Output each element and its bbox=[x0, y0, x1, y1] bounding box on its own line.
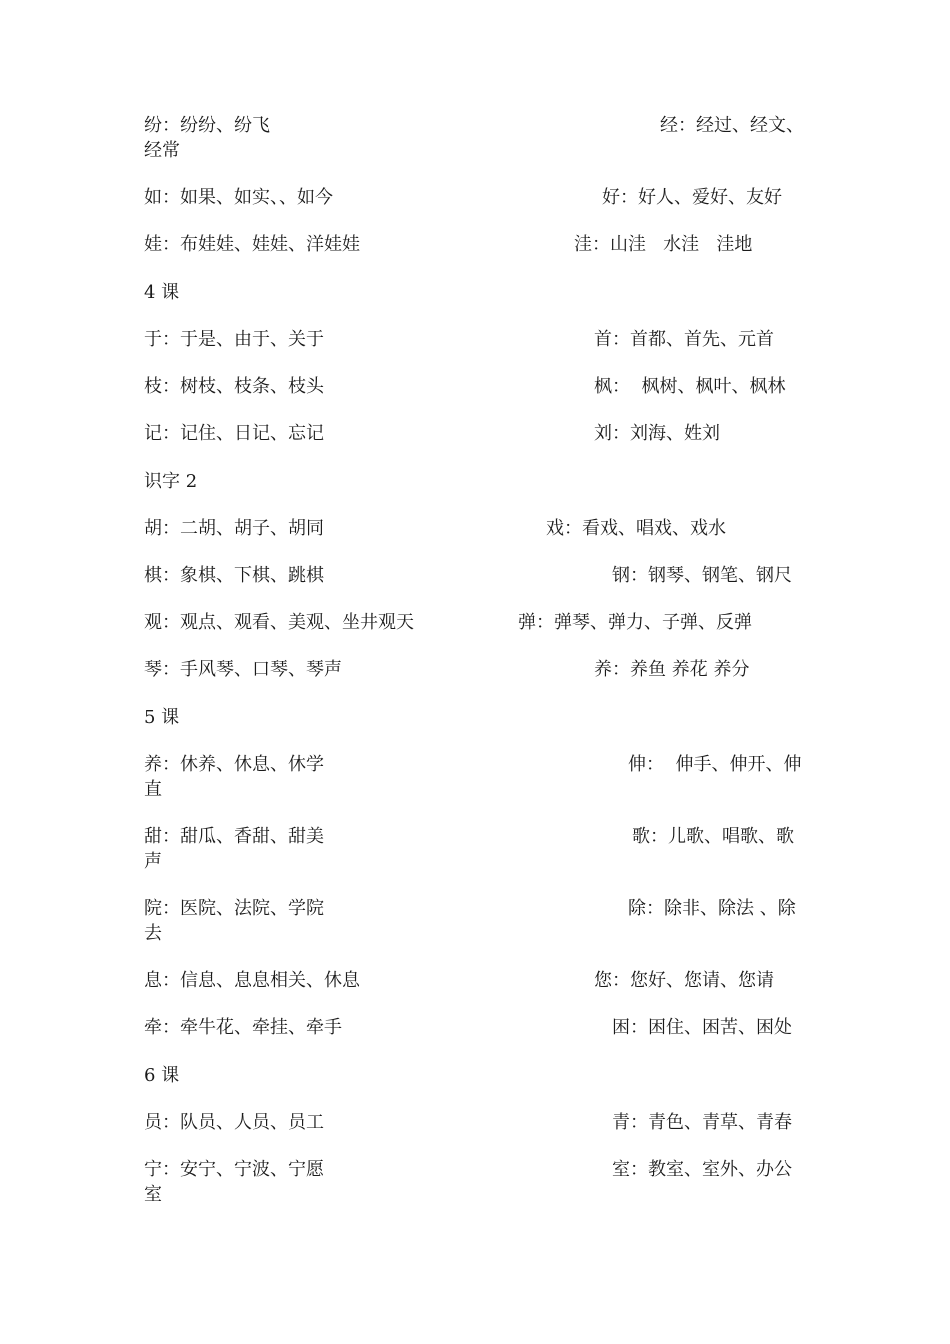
row-2-left: 如：如果、如实、、如今 bbox=[144, 187, 333, 208]
row-11-left: 观：观点、观看、美观、坐井观天 bbox=[144, 612, 414, 633]
row-14-left: 养：休养、休息、休学 bbox=[144, 754, 324, 775]
row-3-left: 娃：布娃娃、娃娃、洋娃娃 bbox=[144, 234, 360, 255]
row-15-right: 歌：儿歌、唱歌、歌 bbox=[632, 826, 794, 847]
row-20-right: 青：青色、青草、青春 bbox=[612, 1112, 792, 1133]
row-14-continuation: 直 bbox=[144, 779, 162, 800]
row-10-left: 棋：象棋、下棋、跳棋 bbox=[144, 565, 324, 586]
row-15-left: 甜：甜瓜、香甜、甜美 bbox=[144, 826, 324, 847]
row-7-right: 刘：刘海、姓刘 bbox=[594, 423, 720, 444]
row-1-right: 经：经过、经文、 bbox=[660, 115, 804, 136]
row-21-continuation: 室 bbox=[144, 1184, 162, 1205]
row-11-right: 弹：弹琴、弹力、子弹、反弹 bbox=[518, 612, 752, 633]
row-17-left: 息：信息、息息相关、休息 bbox=[144, 970, 360, 991]
row-16-left: 院：医院、法院、学院 bbox=[144, 898, 324, 919]
row-17-right: 您：您好、您请、您请 bbox=[594, 970, 774, 991]
row-12-left: 琴：手风琴、口琴、琴声 bbox=[144, 659, 342, 680]
row-5-right: 首：首都、首先、元首 bbox=[594, 329, 774, 350]
row-6-left: 枝：树枝、枝条、枝头 bbox=[144, 376, 324, 397]
row-14-right: 伸： 伸手、伸开、伸 bbox=[628, 754, 802, 775]
section-heading-4: 4 课 bbox=[144, 282, 180, 303]
row-18-left: 牵：牵牛花、牵挂、牵手 bbox=[144, 1017, 342, 1038]
row-9-right: 戏：看戏、唱戏、戏水 bbox=[546, 518, 726, 539]
section-heading-5: 5 课 bbox=[144, 707, 180, 728]
row-5-left: 于：于是、由于、关于 bbox=[144, 329, 324, 350]
row-1-continuation: 经常 bbox=[144, 140, 180, 161]
row-10-right: 钢：钢琴、钢笔、钢尺 bbox=[612, 565, 792, 586]
row-12-right: 养：养鱼 养花 养分 bbox=[594, 659, 750, 680]
row-16-continuation: 去 bbox=[144, 923, 162, 944]
row-21-right: 室：教室、室外、办公 bbox=[612, 1159, 792, 1180]
row-6-right: 枫： 枫树、枫叶、枫林 bbox=[594, 376, 786, 397]
row-7-left: 记：记住、日记、忘记 bbox=[144, 423, 324, 444]
row-16-right: 除：除非、除法 、除 bbox=[628, 898, 796, 919]
row-20-left: 员：队员、人员、员工 bbox=[144, 1112, 324, 1133]
row-21-left: 宁：安宁、宁波、宁愿 bbox=[144, 1159, 324, 1180]
row-3-right: 洼：山洼 水洼 洼地 bbox=[574, 234, 753, 255]
row-1-left: 纷：纷纷、纷飞 bbox=[144, 115, 270, 136]
section-heading-shizi2: 识字 2 bbox=[144, 471, 198, 492]
row-9-left: 胡：二胡、胡子、胡同 bbox=[144, 518, 324, 539]
section-heading-6: 6 课 bbox=[144, 1065, 180, 1086]
row-2-right: 好：好人、爱好、友好 bbox=[602, 187, 782, 208]
row-18-right: 困：困住、困苦、困处 bbox=[612, 1017, 792, 1038]
row-15-continuation: 声 bbox=[144, 851, 162, 872]
